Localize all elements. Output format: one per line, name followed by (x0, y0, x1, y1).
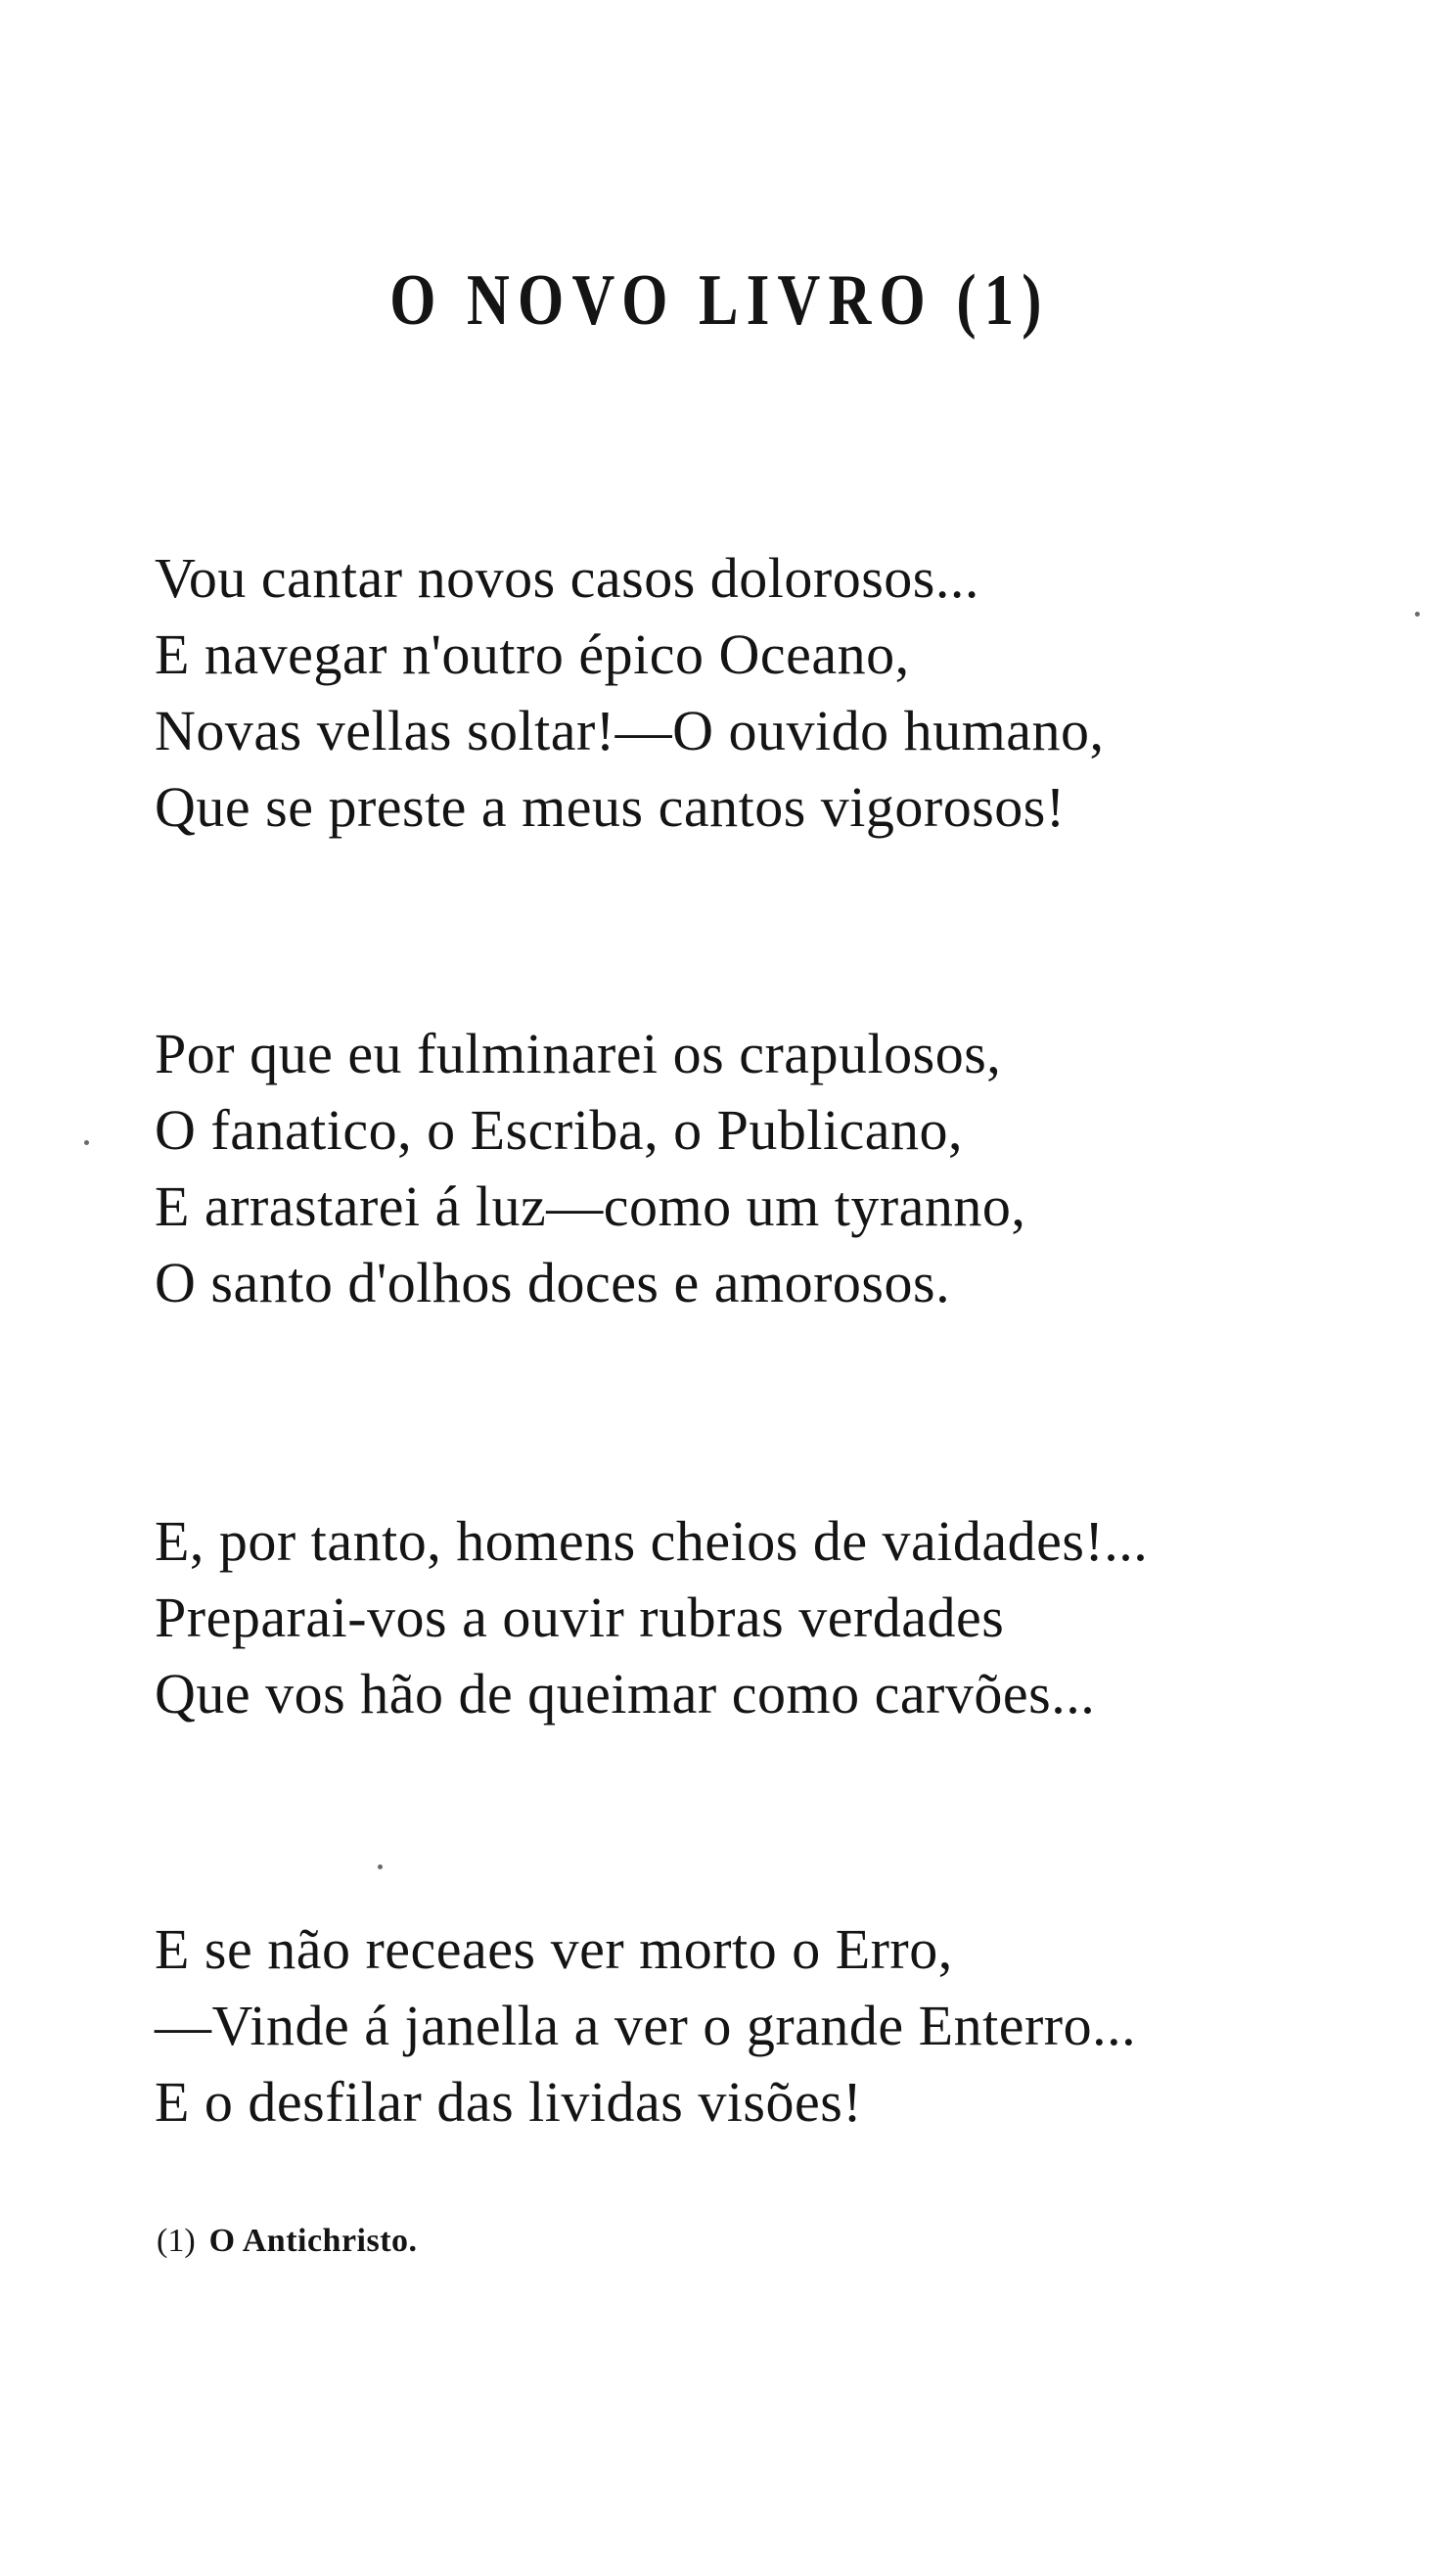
verse-line: O fanatico, o Escriba, o Publicano, (155, 1098, 964, 1162)
verse-line: E, por tanto, homens cheios de vaidades!... (155, 1509, 1149, 1573)
verse-line: E arrastarei á luz—como um tyranno, (155, 1174, 1026, 1238)
verse-line: Por que eu fulminarei os crapulosos, (155, 1022, 1002, 1085)
stanza-3 (155, 1503, 1148, 1732)
verse-line: Que vos hão de queimar como carvões... (155, 1662, 1096, 1725)
stanza-1 (155, 540, 1105, 846)
footnote-text: O Antichristo. (208, 2223, 418, 2259)
poem-title: O NOVO LIVRO (1) (389, 260, 1050, 341)
paper-speck (84, 1140, 89, 1145)
verse-line: E o desfilar das lividas visões! (155, 2070, 863, 2134)
verse-line: Preparai-vos a ouvir rubras verdades (155, 1586, 1005, 1649)
verse-line: E navegar n'outro épico Oceano, (155, 622, 910, 686)
verse-line: Novas vellas soltar!—O ouvido humano, (155, 699, 1105, 762)
verse-line: Que se preste a meus cantos vigorosos! (155, 775, 1066, 839)
footnote-mark: (1) (157, 2223, 196, 2259)
paper-speck (378, 1864, 383, 1869)
stanza-4 (155, 1911, 1136, 2140)
verse-line: E se não receaes ver morto o Erro, (155, 1917, 953, 1981)
paper-speck (1415, 612, 1420, 617)
verse-line: O santo d'olhos doces e amorosos. (155, 1251, 951, 1314)
verse-line: Vou cantar novos casos dolorosos... (155, 546, 979, 610)
verse-line: —Vinde á janella a ver o grande Enterro... (155, 1994, 1137, 2057)
stanza-2 (155, 1016, 1025, 1321)
footnote (157, 2220, 418, 2263)
